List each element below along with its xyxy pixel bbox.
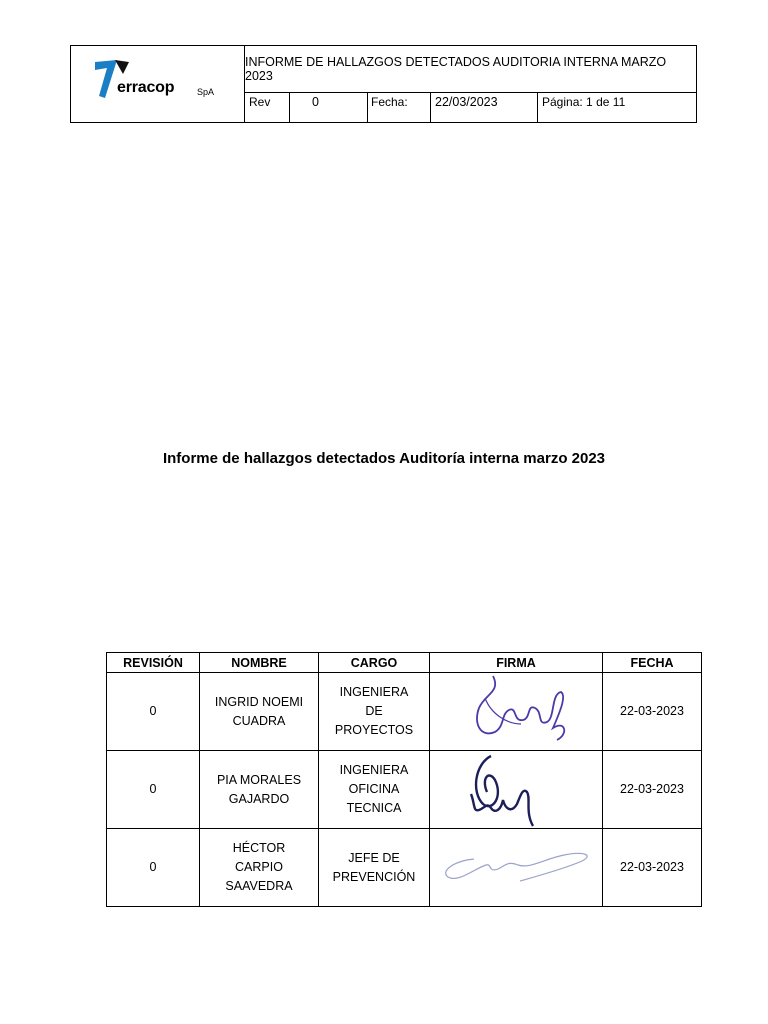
rev-value: 0 bbox=[290, 93, 368, 122]
date-value: 22/03/2023 bbox=[431, 93, 538, 122]
role-line: OFICINA bbox=[348, 782, 400, 796]
role-line: PREVENCIÓN bbox=[332, 869, 416, 884]
column-header-revision: REVISIÓN bbox=[107, 653, 200, 673]
signature-cell bbox=[430, 829, 603, 907]
name-line: SAAVEDRA bbox=[225, 879, 293, 893]
name-line: PIA MORALES bbox=[216, 772, 302, 787]
page-total: 11 bbox=[612, 95, 626, 109]
page-current: 1 bbox=[586, 95, 593, 109]
signature-image bbox=[461, 674, 571, 750]
page-indicator bbox=[538, 93, 625, 122]
column-header-signature: FIRMA bbox=[430, 653, 603, 673]
company-logo bbox=[71, 46, 245, 122]
table-row bbox=[107, 829, 702, 907]
date-cell: 22-03-2023 bbox=[603, 829, 702, 907]
name-line: INGRID NOEMI bbox=[214, 694, 304, 709]
table-row bbox=[107, 673, 702, 751]
signature-image bbox=[434, 843, 598, 893]
document-header bbox=[70, 45, 697, 123]
column-header-role: CARGO bbox=[319, 653, 430, 673]
name-line: GAJARDO bbox=[228, 791, 290, 806]
name-line: CARPIO bbox=[235, 860, 283, 874]
signature-cell bbox=[430, 673, 603, 751]
logo-text: erracop bbox=[117, 79, 175, 96]
revision-cell: 0 bbox=[107, 751, 200, 829]
role-line: JEFE DE bbox=[348, 850, 400, 865]
table-row bbox=[107, 751, 702, 829]
table-header-row bbox=[107, 653, 702, 673]
name-cell bbox=[200, 751, 319, 829]
page-label: Página: bbox=[542, 95, 583, 109]
role-line: TECNICA bbox=[346, 801, 402, 815]
name-cell bbox=[200, 673, 319, 751]
role-cell bbox=[319, 829, 430, 907]
role-line: INGENIERA bbox=[339, 763, 409, 777]
role-line: DE bbox=[365, 704, 383, 718]
role-cell bbox=[319, 673, 430, 751]
column-header-date: FECHA bbox=[603, 653, 702, 673]
column-header-name: NOMBRE bbox=[200, 653, 319, 673]
role-line: PROYECTOS bbox=[334, 723, 414, 737]
revision-cell: 0 bbox=[107, 829, 200, 907]
date-cell: 22-03-2023 bbox=[603, 751, 702, 829]
name-cell bbox=[200, 829, 319, 907]
signature-image bbox=[461, 752, 571, 828]
name-line: HÉCTOR bbox=[232, 841, 286, 855]
revision-cell: 0 bbox=[107, 673, 200, 751]
rev-label: Rev bbox=[245, 93, 290, 122]
role-cell bbox=[319, 751, 430, 829]
document-title: Informe de hallazgos detectados Auditoría interna marzo 2023 bbox=[162, 450, 606, 467]
signature-cell bbox=[430, 751, 603, 829]
signature-table bbox=[106, 652, 702, 907]
page-of: de bbox=[596, 95, 610, 109]
header-title: INFORME DE HALLAZGOS DETECTADOS AUDITORIA INTERNA MARZO 2023 bbox=[245, 46, 696, 93]
header-meta-row bbox=[245, 93, 696, 122]
date-label: Fecha: bbox=[368, 93, 431, 122]
logo-suffix: SpA bbox=[197, 87, 215, 97]
role-line: INGENIERA bbox=[339, 685, 409, 699]
name-line: CUADRA bbox=[232, 713, 286, 728]
date-cell: 22-03-2023 bbox=[603, 673, 702, 751]
